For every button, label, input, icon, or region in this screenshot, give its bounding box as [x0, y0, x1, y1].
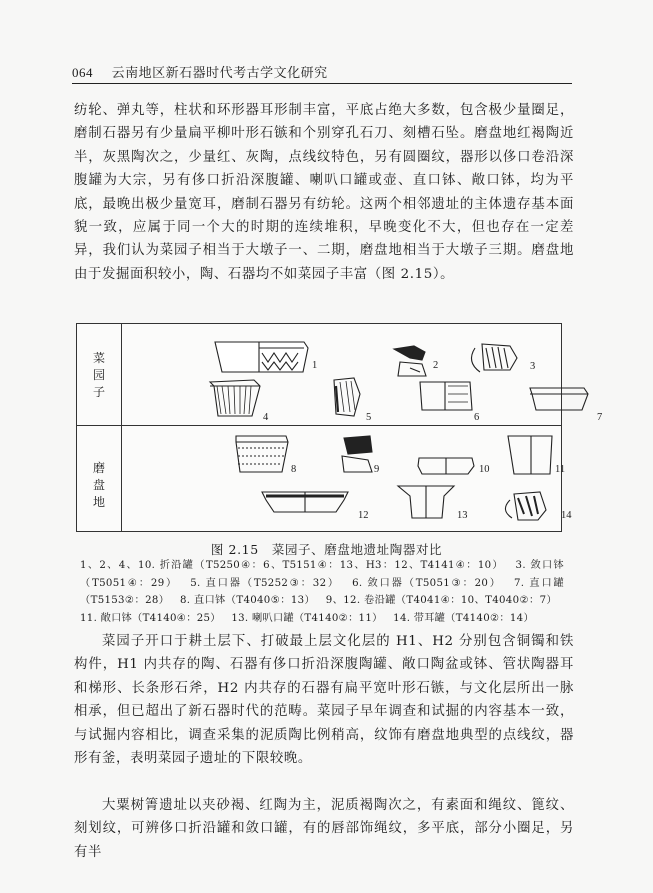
legend-item: 9、12. 卷沿罐（T4041④：10、T4040②：7） — [325, 595, 557, 606]
figure-number-11: 11 — [555, 464, 566, 475]
row-label-caiyuanzi — [89, 350, 109, 401]
figure-number-9: 9 — [374, 464, 380, 475]
figure-caption: 图 2.15 菜园子、磨盘地遗址陶器对比 — [210, 542, 443, 557]
row-label-mopandi — [89, 460, 109, 511]
vessel-6-drawing — [420, 382, 472, 410]
figure-number-2: 2 — [433, 360, 439, 371]
vessel-8-drawing — [236, 436, 288, 472]
vessel-3-drawing — [471, 344, 517, 372]
vessel-2-drawing — [394, 346, 426, 376]
legend-item: 14. 带耳罐（T4140②：14） — [393, 612, 534, 624]
paragraph-3: 大粟树箐遗址以夹砂褐、红陶为主，泥质褐陶次之，有素面和绳纹、篦纹、刻划纹，可辨侈口折沿罐和敛口罐，有的唇部饰绳纹，多平底，部分小圈足，另有半 — [74, 798, 574, 860]
page-number: 064 — [72, 65, 93, 80]
figure-number-14: 14 — [561, 510, 572, 521]
legend-item: 8. 直口钵（T4040⑤：13） — [180, 595, 316, 606]
pottery-drawings — [122, 324, 603, 531]
vessel-12-drawing — [262, 492, 348, 512]
row-label-text: 菜 园 子 — [92, 351, 105, 399]
vessel-1-drawing — [215, 342, 308, 372]
legend-item: 1、2、4、10. 折沿罐（T5250④：6、T5151④：13、H3：12、T4141④：10） — [80, 560, 504, 571]
book-title: 云南地区新石器时代考古学文化研究 — [111, 66, 328, 81]
row-label-text: 磨 盘 地 — [92, 461, 105, 509]
vessel-9-drawing — [342, 436, 372, 472]
legend-item: 13. 喇叭口罐（T4140②：11） — [231, 612, 383, 624]
vessel-10-drawing — [418, 458, 474, 474]
legend-item: 7. 直口罐（T5153②：28） — [80, 577, 565, 606]
figure-number-1: 1 — [312, 360, 318, 371]
running-header — [72, 62, 592, 82]
pottery-comparison-figure — [76, 323, 603, 532]
vessel-13-drawing — [398, 486, 454, 518]
legend-item: 11. 敞口钵（T4140④：25） — [80, 612, 221, 624]
vessel-11-drawing — [508, 436, 552, 474]
figure-number-7: 7 — [597, 412, 603, 423]
figure-number-6: 6 — [474, 412, 480, 423]
legend-item: 6. 敛口器（T5051③：20） — [352, 577, 502, 589]
legend-item: 3. 敛口钵（T5051④：29） — [80, 560, 564, 589]
figure-legend — [80, 557, 564, 627]
figure-number-13: 13 — [457, 510, 468, 521]
legend-item: 5. 直口器（T5252③：32） — [190, 577, 340, 589]
figure-number-8: 8 — [291, 464, 297, 475]
figure-number-4: 4 — [263, 412, 269, 423]
figure-number-12: 12 — [358, 510, 369, 521]
vessel-5-drawing — [334, 378, 360, 416]
vessel-7-drawing — [530, 388, 588, 410]
header-rule — [72, 83, 572, 84]
vessel-14-drawing — [505, 492, 546, 520]
figure-number-3: 3 — [530, 361, 536, 372]
figure-number-5: 5 — [366, 412, 372, 423]
figure-number-10: 10 — [479, 464, 490, 475]
paragraph-1: 纺轮、弹丸等，柱状和环形器耳形制丰富，平底占绝大多数，包含极少量圈足，磨制石器另有少量扁平柳叶形石镞和个别穿孔石刀、刻槽石坠。磨盘地红褐陶近半，灰黑陶次之，少量红、灰陶，点线纹特色，另有圆圈纹，器形以侈口卷沿深腹罐为大宗，另有侈口折沿深腹罐、喇叭口罐或壶、直口钵、敞口钵，均为平底，最晚出极少量宽耳，磨制石器另有纺轮。这两个相邻遗址的主体遗存基本面貌一致，应属于同一个大的时期的连续堆积，早晚变化不大，但也存在一定差异，我们认为菜园子相当于大墩子一、二期，磨盘地相当于大墩子三期。磨盘地由于发掘面积较小，陶、石器均不如菜园子丰富（图 2.15）。 — [74, 103, 574, 282]
paragraph-2: 菜园子开口于耕土层下、打破最上层文化层的 H1、H2 分别包含铜镯和铁构件，H1 内共存的陶、石器有侈口折沿深腹陶罐、敞口陶盆或钵、管状陶器耳和梯形、长条形石斧，H2 内共存的石器有扁平宽叶形石镞，与文化层所出一脉相承，但已超出了新石器时代的范畴。菜园子早年调查和试掘的内容基本一致，与试掘内容相比，调查采集的泥质陶比例稍高，纹饰有磨盘地典型的点线纹，器形有釜，表明菜园子遗址的下限较晚。 — [74, 634, 574, 767]
vessel-4-drawing — [210, 380, 260, 416]
